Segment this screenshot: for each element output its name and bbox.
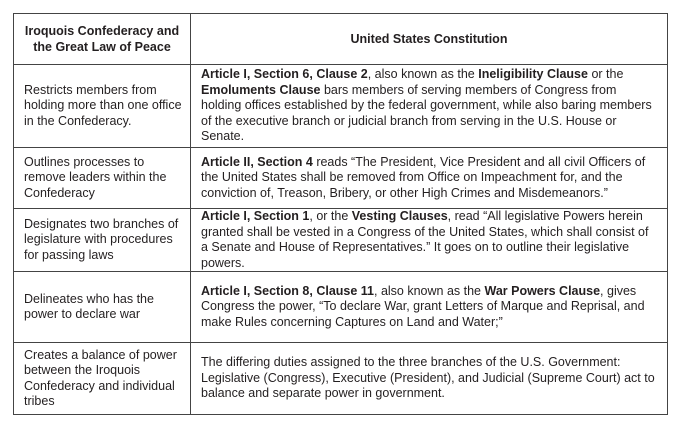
table-row xyxy=(14,65,668,148)
comparison-table xyxy=(13,13,668,415)
bold-reference: War Powers Clause xyxy=(484,283,601,298)
cell-text: or the xyxy=(587,67,624,82)
bold-reference: Article I, Section 1 xyxy=(201,209,310,223)
constitution-cell xyxy=(191,272,668,343)
bold-reference: Article II, Section 4 xyxy=(201,154,313,169)
header-iroquois: Iroquois Confederacy and the Great Law of Peace xyxy=(14,14,191,65)
cell-text: , gives Congress the power, “To declare War, grant Letters of Marque and Reprisal, and make Rules concerning Captures on Land and Water;” xyxy=(201,283,645,329)
table-row xyxy=(14,343,668,415)
cell-text: , also known as the xyxy=(367,67,479,82)
header-row xyxy=(14,14,668,65)
cell-text: , read “All legislative Powers herein granted shall be vested in a Congress of the United States, which shall consist of a Senate and House of Representatives.” It goes on to outline their legislative powers. xyxy=(201,209,649,270)
cell-text: The differing duties assigned to the three branches of the U.S. Government: Legislative (Congress), Executive (President), and Judicial (Supreme Court) act to balance and separate power in government. xyxy=(201,355,655,401)
cell-text: , or the xyxy=(309,209,352,223)
cell-text: bars members of serving members of Congress from holding offices established by the federal government, while also baring members of the executive branch or judicial branch from serving in the U.S. House or Senate. xyxy=(201,82,652,144)
iroquois-cell: Outlines processes to remove leaders within the Confederacy xyxy=(14,148,191,209)
iroquois-cell: Designates two branches of legislature with procedures for passing laws xyxy=(14,209,191,272)
table-row xyxy=(14,209,668,272)
bold-reference: Vesting Clauses xyxy=(351,209,448,223)
bold-reference: Ineligibility Clause xyxy=(478,67,588,82)
constitution-cell xyxy=(191,343,668,415)
table-row xyxy=(14,148,668,209)
bold-reference: Emoluments Clause xyxy=(201,82,321,97)
constitution-cell xyxy=(191,148,668,209)
bold-reference: Article I, Section 6, Clause 2 xyxy=(201,67,368,82)
iroquois-cell: Restricts members from holding more than one office in the Confederacy. xyxy=(14,65,191,148)
table-row xyxy=(14,272,668,343)
iroquois-cell: Delineates who has the power to declare war xyxy=(14,272,191,343)
constitution-cell xyxy=(191,65,668,148)
constitution-cell xyxy=(191,209,668,272)
header-us-constitution: United States Constitution xyxy=(191,14,668,65)
cell-text: , also known as the xyxy=(374,283,485,298)
iroquois-cell: Creates a balance of power between the Iroquois Confederacy and individual tribes xyxy=(14,343,191,415)
bold-reference: Article I, Section 8, Clause 11 xyxy=(201,283,374,298)
cell-text: reads “The President, Vice President and all civil Officers of the United States shall be removed from Office on Impeachment for, and the conviction of, Treason, Bribery, or other High Crimes and Misdemeanors.” xyxy=(201,154,646,200)
